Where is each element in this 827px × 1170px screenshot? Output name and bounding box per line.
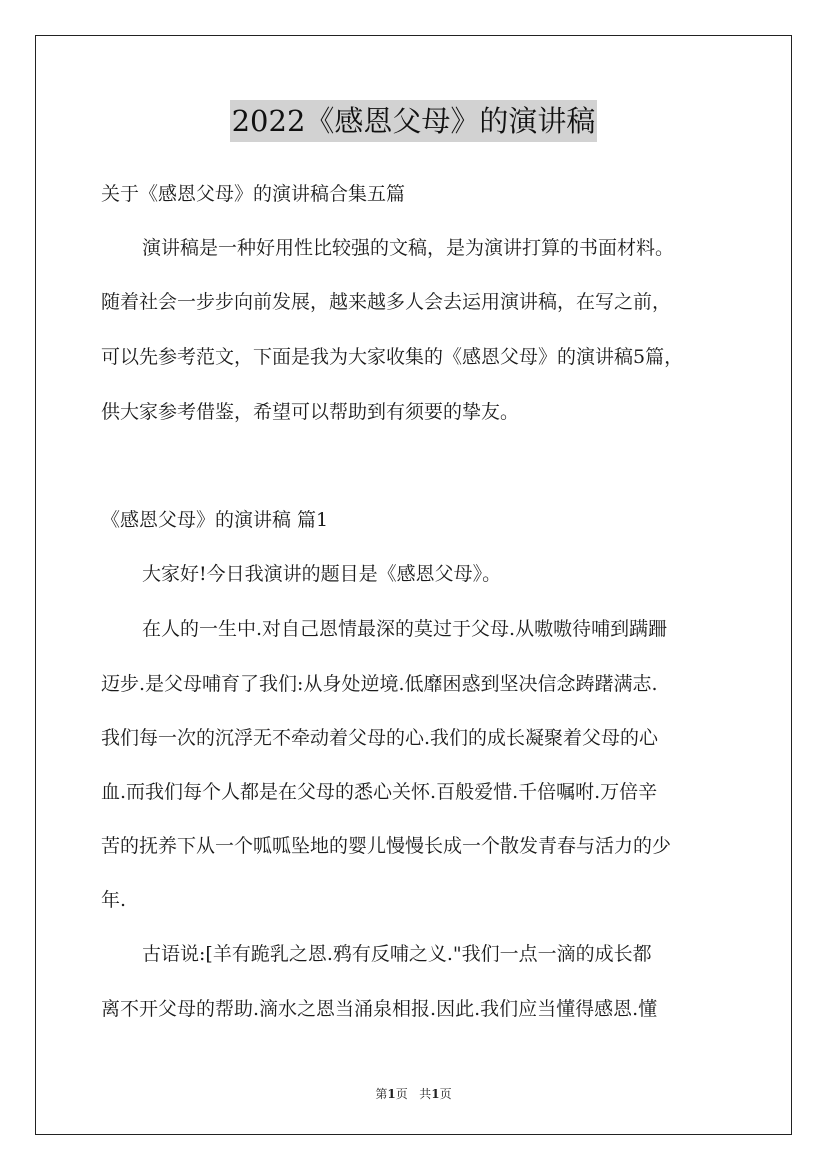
paragraph-line: 血.而我们每个人都是在父母的悉心关怀.百般爱惜.千倍嘱咐.万倍辛 <box>101 781 658 803</box>
document-title: 2022《感恩父母》的演讲稿 <box>230 100 598 142</box>
paragraph-line: 离不开父母的帮助.滴水之恩当涌泉相报.因此.我们应当懂得感恩.懂 <box>101 998 658 1020</box>
intro-line: 演讲稿是一种好用性比较强的文稿，是为演讲打算的书面材料。 <box>142 237 675 259</box>
current-page-number: 1 <box>387 1087 396 1101</box>
greeting-line: 大家好!今日我演讲的题目是《感恩父母》。 <box>142 563 502 585</box>
intro-line: 供大家参考借鉴，希望可以帮助到有须要的挚友。 <box>101 401 520 423</box>
paragraph-line: 我们每一次的沉浮无不牵动着父母的心.我们的成长凝聚着父母的心 <box>101 727 659 749</box>
paragraph-line: 在人的一生中.对自己恩情最深的莫过于父母.从嗷嗷待哺到蹒跚 <box>142 618 668 640</box>
total-suffix: 页 <box>439 1087 452 1101</box>
paragraph-line: 年. <box>101 889 127 911</box>
paragraph-line: 迈步.是父母哺育了我们:从身处逆境.低靡困惑到坚决信念踌躇满志. <box>101 673 658 695</box>
document-subtitle: 关于《感恩父母》的演讲稿合集五篇 <box>101 183 406 205</box>
title-container <box>0 100 827 142</box>
intro-line: 随着社会一步步向前发展，越来越多人会去运用演讲稿，在写之前， <box>101 291 672 313</box>
page-footer <box>0 1085 827 1102</box>
total-page-number: 1 <box>431 1087 440 1101</box>
paragraph-line: 苦的抚养下从一个呱呱坠地的婴儿慢慢长成一个散发青春与活力的少 <box>101 835 672 857</box>
page-prefix: 第 <box>375 1087 388 1101</box>
section-heading: 《感恩父母》的演讲稿 篇1 <box>101 509 329 531</box>
total-prefix: 共 <box>419 1087 432 1101</box>
page-suffix: 页 <box>395 1087 408 1101</box>
intro-line: 可以先参考范文，下面是我为大家收集的《感恩父母》的演讲稿5篇， <box>101 346 684 368</box>
paragraph-line: 古语说:[羊有跪乳之恩.鸦有反哺之义."我们一点一滴的成长都 <box>142 943 652 965</box>
